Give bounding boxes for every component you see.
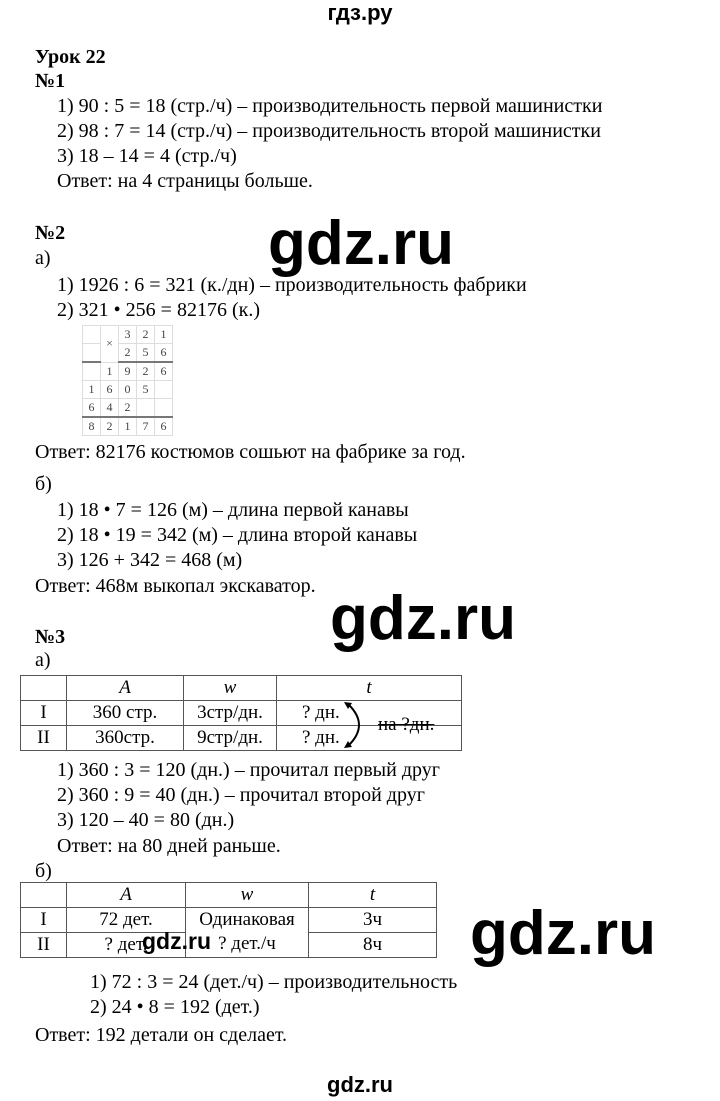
task-3a-line: 1) 360 : 3 = 120 (дн.) – прочитал первый друг [57,759,440,781]
task-3b-answer: Ответ: 192 детали он сделает. [35,1024,288,1046]
watermark: gdz.ru [470,899,656,968]
task-1-line: 2) 98 : 7 = 14 (стр./ч) – производительность второй машинистки [57,120,601,142]
task-1-title: №1 [35,70,66,92]
watermark: gdz.ru [268,209,454,278]
task-2b-line: 2) 18 • 19 = 342 (м) – длина второй канавы [57,524,418,546]
task-1-answer: Ответ: на 4 страницы больше. [57,170,313,192]
part-a-label: а) [35,649,51,671]
footer-watermark: gdz.ru [327,1072,393,1097]
multiplication-grid: × 3 2 1 2 5 6 1 9 2 6 1 6 0 5 6 4 2 8 2 1 7 6 [82,325,173,436]
task-1-line: 1) 90 : 5 = 18 (стр./ч) – производительность первой машинистки [57,95,603,117]
task-3a-line: 2) 360 : 9 = 40 (дн.) – прочитал второй друг [57,784,425,806]
task-3-title: №3 [35,626,66,648]
part-a-label: а) [35,247,51,269]
task-3b-line: 1) 72 : 3 = 24 (дет./ч) – производительность [90,971,458,993]
watermark: gdz.ru [142,928,211,954]
task-1-line: 3) 18 – 14 = 4 (стр./ч) [57,145,237,167]
task-3a-line: 3) 120 – 40 = 80 (дн.) [57,809,235,831]
task-2a-line: 1) 1926 : 6 = 321 (к./дн) – производительность фабрики [57,274,527,296]
task-3b-line: 2) 24 • 8 = 192 (дет.) [90,996,260,1018]
difference-note: на ?дн. [378,714,435,735]
table-3a: A w t I 360 стр. 3стр/дн. ? дн. II 360стр. 9стр/дн. ? дн. [20,675,462,751]
part-b-label: б) [35,473,52,495]
watermark: gdz.ru [330,584,516,653]
site-header: гдз.ру [327,0,393,25]
lesson-title: Урок 22 [35,46,106,68]
table-3b: A w t I 72 дет. Одинаковая ? дет./ч 3ч II ? дет. 8ч [20,882,437,958]
task-2b-line: 1) 18 • 7 = 126 (м) – длина первой канавы [57,499,409,521]
task-2b-line: 3) 126 + 342 = 468 (м) [57,549,243,571]
task-2a-line: 2) 321 • 256 = 82176 (к.) [57,299,260,321]
part-b-label: б) [35,860,52,882]
task-3a-answer: Ответ: на 80 дней раньше. [57,835,281,857]
task-2b-answer: Ответ: 468м выкопал экскаватор. [35,575,316,597]
task-2a-answer: Ответ: 82176 костюмов сошьют на фабрике за год. [35,441,466,463]
bracket-arrow-icon [340,700,380,750]
merged-w-cell: Одинаковая ? дет./ч [186,908,309,958]
task-2-title: №2 [35,222,66,244]
